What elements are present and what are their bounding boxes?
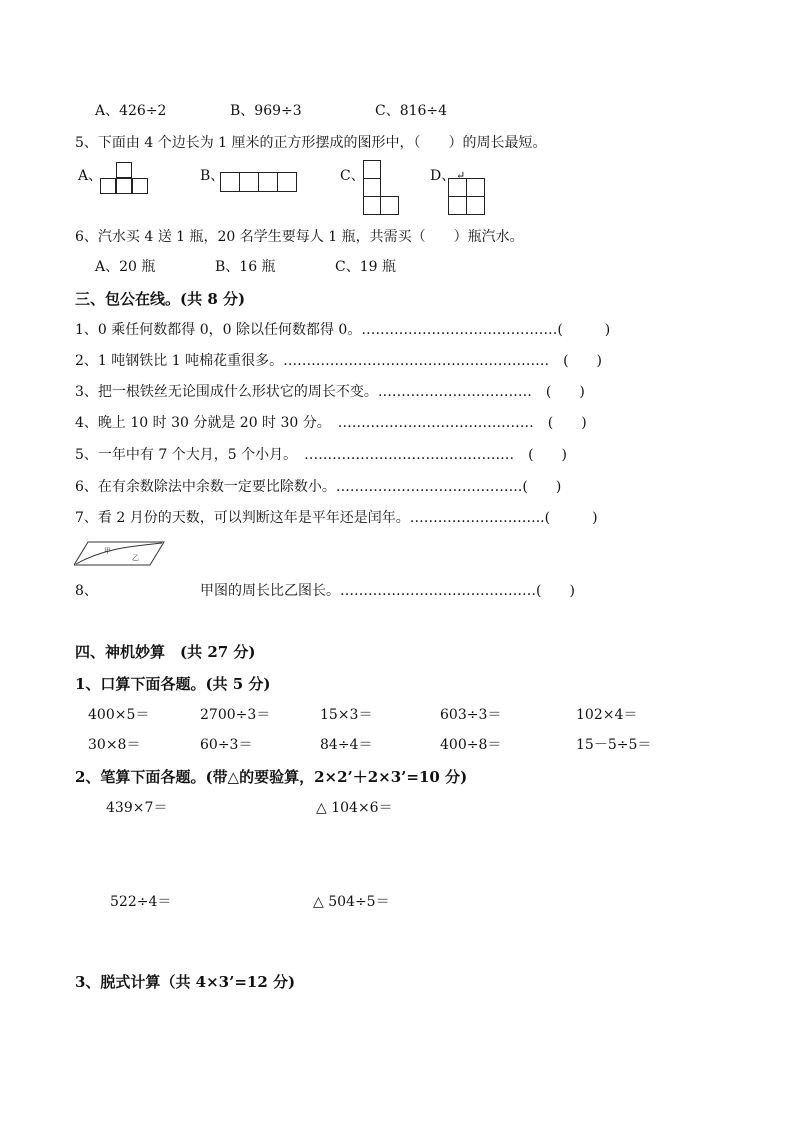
q5-label-d: D、 xyxy=(430,168,456,184)
return-mark-icon: ↵ xyxy=(456,169,466,182)
sec3-item-8-text: 甲图的周长比乙图长。……………………………………( ) xyxy=(200,583,575,599)
oral-calc-3: 15×3＝ xyxy=(320,707,373,723)
q5-figure-d xyxy=(448,178,488,216)
oral-calc-6: 30×8＝ xyxy=(88,737,141,753)
section-3-title: 三、包公在线。(共 8 分) xyxy=(75,290,246,308)
oral-calc-10: 15－5÷5＝ xyxy=(576,737,652,753)
q4-option-c: C、816÷4 xyxy=(375,103,448,119)
q5-label-b: B、 xyxy=(200,168,225,184)
q4-option-a: A、426÷2 xyxy=(95,103,167,119)
q5-figure-b xyxy=(220,172,300,194)
written-calc-2: △ 104×6＝ xyxy=(316,800,393,816)
q5-label-c: C、 xyxy=(340,168,365,184)
oral-calc-5: 102×4＝ xyxy=(576,707,638,723)
sec3-item-6: 6、在有余数除法中余数一定要比除数小。………………………………….( ) xyxy=(75,479,562,495)
q5-stem: 5、下面由 4 个边长为 1 厘米的正方形摆成的图形中，（ ）的周长最短。 xyxy=(75,135,547,151)
sec3-item-2: 2、1 吨钢铁比 1 吨棉花重很多。………………………………………………… ( ) xyxy=(75,353,602,369)
sec4-sub1-title: 1、口算下面各题。(共 5 分) xyxy=(75,675,271,693)
q5-figure-c xyxy=(363,160,403,216)
oral-calc-9: 400÷8＝ xyxy=(440,737,502,753)
sec3-item-4: 4、晚上 10 时 30 分就是 20 时 30 分。 …………………………………… ( ) xyxy=(75,415,587,431)
oral-calc-4: 603÷3＝ xyxy=(440,707,502,723)
written-calc-4: △ 504÷5＝ xyxy=(313,894,390,910)
q6-option-c: C、19 瓶 xyxy=(335,259,396,275)
section-4-title: 四、神机妙算 (共 27 分) xyxy=(75,643,256,661)
written-calc-3: 522÷4＝ xyxy=(110,894,172,910)
sec3-item-5: 5、一年中有 7 个大月，5 个小月。 ……………………………………… ( ) xyxy=(75,447,567,463)
sec3-item-8-number: 8、 xyxy=(75,583,98,599)
oral-calc-8: 84÷4＝ xyxy=(320,737,373,753)
sec4-sub2-title: 2、笔算下面各题。(带△的要验算，2×2’＋2×3’=10 分) xyxy=(75,768,468,786)
written-calc-1: 439×7＝ xyxy=(106,800,168,816)
q5-figure-a xyxy=(100,162,150,196)
q6-option-a: A、20 瓶 xyxy=(95,259,156,275)
sec3-item-3: 3、把一根铁丝无论围成什么形状它的周长不变。…………………………… ( ) xyxy=(75,384,585,400)
q6-option-b: B、16 瓶 xyxy=(215,259,276,275)
sec3-item-1: 1、0 乘任何数都得 0，0 除以任何数都得 0。……………………………………( ) xyxy=(75,322,611,338)
oral-calc-1: 400×5＝ xyxy=(88,707,150,723)
jia-label: 甲 xyxy=(104,547,111,555)
sec4-sub3-title: 3、脱式计算（共 4×3’=12 分) xyxy=(75,973,296,991)
q4-option-b: B、969÷3 xyxy=(230,103,302,119)
oral-calc-7: 60÷3＝ xyxy=(200,737,253,753)
oral-calc-2: 2700÷3＝ xyxy=(200,707,271,723)
q6-stem: 6、汽水买 4 送 1 瓶，20 名学生要每人 1 瓶，共需买（ ）瓶汽水。 xyxy=(75,229,524,245)
sec3-item-7: 7、看 2 月份的天数，可以判断这年是平年还是闰年。………………………..( ) xyxy=(75,510,598,526)
yi-label: 乙 xyxy=(132,554,139,562)
parallelogram-figure xyxy=(74,538,166,568)
q5-label-a: A、 xyxy=(78,168,103,184)
